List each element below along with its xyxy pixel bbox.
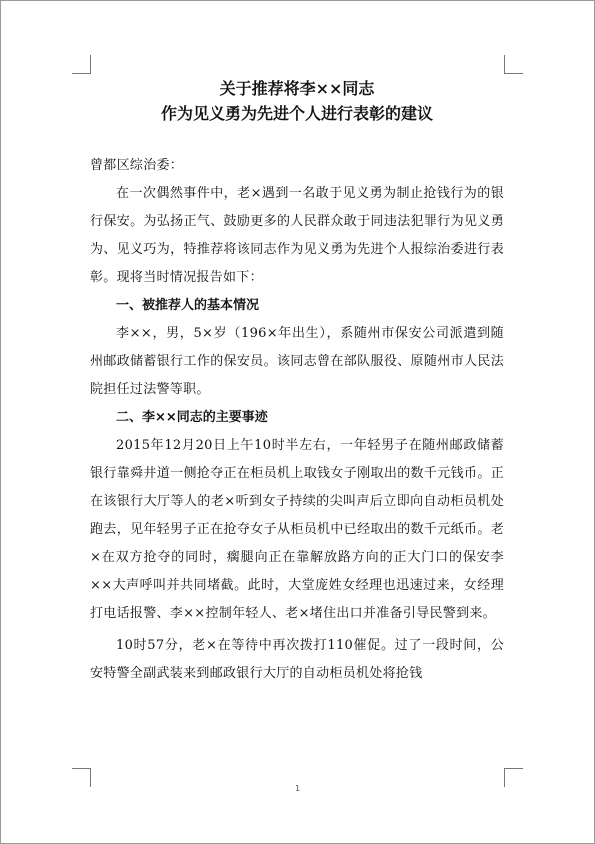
- title-line-1: 关于推荐将李××同志: [219, 79, 375, 98]
- page-number: 1: [294, 784, 301, 793]
- section-heading-1: 一、被推荐人的基本情况: [116, 298, 260, 313]
- paragraph-followup: 10时57分，老×在等待中再次拨打110催促。过了一段时间，公安特警全副武装来到邮政银行大厅的自动柜员机处将抢钱: [90, 638, 504, 681]
- document-body[interactable]: [90, 72, 504, 688]
- salutation: 曾都区综治委：: [90, 158, 184, 173]
- margin-corner-top-left: [72, 55, 91, 74]
- margin-corner-top-right: [504, 55, 523, 74]
- paragraph-intro: 在一次偶然事件中，老×遇到一名敢于见义勇为制止抢钱行为的银行保安。为弘扬正气、鼓励更多的人民群众敢于同违法犯罪行为见义勇为、见义巧为，特推荐将该同志作为见义勇为先进个人报综治委进行表彰。现将当时情况报告如下：: [90, 186, 504, 285]
- paragraph-basic-info: 李××，男，5×岁（196×年出生），系随州市保安公司派遣到随州邮政储蓄银行工作的保安员。该同志曾在部队服役、原随州市人民法院担任过法警等职。: [90, 326, 504, 397]
- paragraph-main-deeds: 2015年12月20日上午10时半左右，一年轻男子在随州邮政储蓄银行靠舜井道一侧抢夺正在柜员机上取钱女子刚取出的数千元钱币。正在该银行大厅等人的老×听到女子持续的尖叫声后立即向自动柜员机处跑去，见年轻男子正在抢夺女子从柜员机中已经取出的数千元纸币。老×在双方抢夺的同时，瘸腿向正在靠解放路方向的正大门口的保安李××大声呼叫并共同堵截。此时，大堂庞姓女经理也迅速过来，女经理打电话报警、李××控制年轻人、老×堵住出口并准备引导民警到来。: [90, 438, 504, 621]
- section-heading-2: 二、李××同志的主要事迹: [116, 410, 268, 425]
- document-title: [90, 76, 504, 126]
- title-line-2: 作为见义勇为先进个人进行表彰的建议: [160, 104, 433, 123]
